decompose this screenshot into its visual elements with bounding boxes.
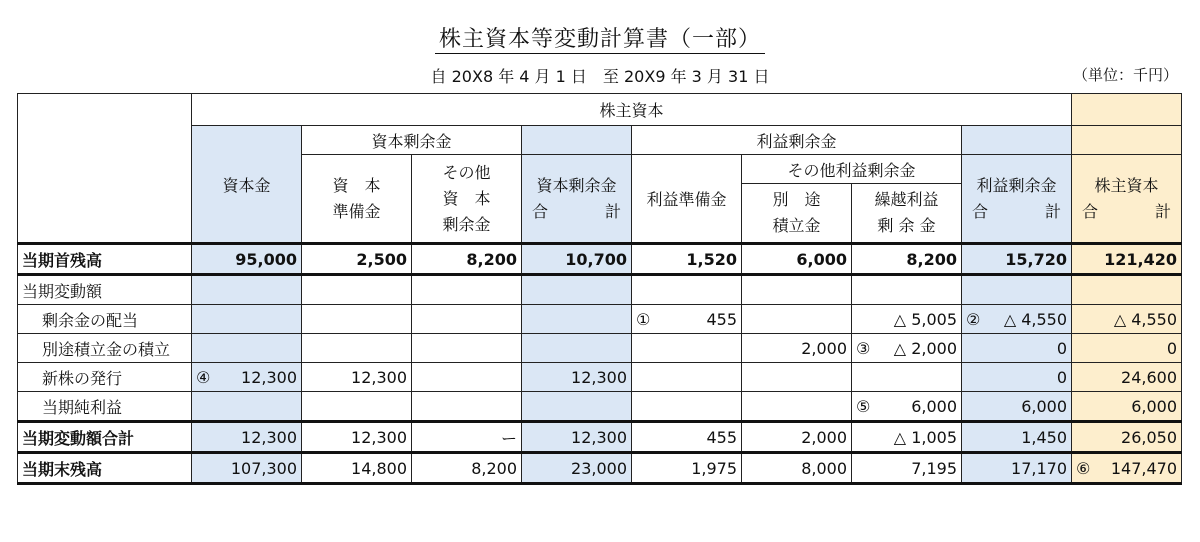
header-capital-reserve [302, 155, 412, 244]
header-et-a: 合 [1082, 201, 1099, 221]
cell-empty [742, 305, 852, 334]
row-label: 剰余金の配当 [18, 305, 192, 334]
cell-empty [522, 275, 632, 305]
cell-closing-capital-surplus-total: 23,000 [522, 453, 632, 484]
cell-value: 147,470 [1110, 458, 1178, 478]
row-label: 当期首残高 [18, 244, 192, 275]
row-closing-balance [18, 453, 1182, 484]
header-other-capital-line3: 剰余金 [442, 214, 491, 234]
cell-reserve-carried [852, 334, 962, 363]
header-capital-surplus-total-line1: 資本剰余金 [536, 175, 617, 195]
cell-empty [302, 334, 412, 363]
row-special-reserve [18, 334, 1182, 363]
cell-empty [302, 305, 412, 334]
header-capital-surplus: 資本剰余金 [302, 126, 522, 155]
row-dividend [18, 305, 1182, 334]
row-new-share-issue [18, 363, 1182, 392]
cell-opening-capital-surplus-total: 10,700 [522, 244, 632, 275]
cell-opening-equity-total: 121,420 [1072, 244, 1182, 275]
cell-issue-equity-total: 24,600 [1072, 363, 1182, 392]
statement-title-text: 株主資本等変動計算書（一部） [435, 27, 765, 54]
cell-closing-capital-reserve: 14,800 [302, 453, 412, 484]
cell-net-income-equity-total: 6,000 [1072, 392, 1182, 422]
cell-reserve-special-reserve: 2,000 [742, 334, 852, 363]
header-equity-total-top [1072, 94, 1182, 126]
header-special-reserve-line2: 積立金 [772, 216, 821, 235]
header-equity-total-mid [1072, 126, 1182, 155]
cell-empty [1072, 275, 1182, 305]
row-total-changes [18, 422, 1182, 453]
header-other-capital-line2: 資 本 [442, 188, 491, 208]
header-capital-reserve-line1: 資 本 [332, 175, 381, 195]
cell-empty [742, 392, 852, 422]
cell-empty [632, 392, 742, 422]
cell-empty [192, 305, 302, 334]
header-special-reserve [742, 184, 852, 244]
header-carried-forward [852, 184, 962, 244]
cell-issue-capital [192, 363, 302, 392]
header-equity-total-line2 [1076, 199, 1177, 225]
cell-empty [632, 363, 742, 392]
cell-reserve-retained-total: 0 [962, 334, 1072, 363]
circled-marker-5: ⑤ [856, 396, 871, 416]
header-et-b: 計 [1155, 201, 1172, 221]
statement-period: 自 20X8 年 4 月 1 日 至 20X9 年 3 月 31 日 [430, 67, 770, 86]
cell-opening-capital-reserve: 2,500 [302, 244, 412, 275]
header-row-2 [18, 126, 1182, 155]
circled-marker-3: ③ [856, 338, 871, 358]
cell-empty [192, 392, 302, 422]
cell-net-income-carried [852, 392, 962, 422]
cell-empty [522, 334, 632, 363]
cell-total-capital-reserve: 12,300 [302, 422, 412, 453]
cell-empty [632, 275, 742, 305]
header-other-capital-surplus [412, 155, 522, 244]
cell-issue-capital-reserve: 12,300 [302, 363, 412, 392]
header-rt-b: 計 [1045, 201, 1062, 221]
circled-marker-6: ⑥ [1076, 458, 1091, 478]
cell-dividend-legal-reserve [632, 305, 742, 334]
cell-closing-capital: 107,300 [192, 453, 302, 484]
header-carried-line2: 剰 余 金 [877, 216, 936, 235]
cell-total-carried: △ 1,005 [852, 422, 962, 453]
header-shareholders-equity: 株主資本 [192, 94, 1072, 126]
header-cst-b: 計 [604, 201, 621, 221]
cell-total-legal-reserve: 455 [632, 422, 742, 453]
row-label: 当期末残高 [18, 453, 192, 484]
cell-empty [412, 334, 522, 363]
header-capital-surplus-total-line2 [526, 199, 627, 225]
cell-empty [412, 305, 522, 334]
row-label: 当期変動額 [18, 275, 192, 305]
cell-empty [412, 363, 522, 392]
header-row-1 [18, 94, 1182, 126]
cell-empty [412, 392, 522, 422]
statement-title [0, 22, 1200, 53]
unit-label: （単位：千円） [1072, 66, 1178, 84]
row-label: 別途積立金の積立 [18, 334, 192, 363]
cell-empty [302, 275, 412, 305]
header-other-capital-line1: その他 [442, 162, 491, 182]
header-retained-total-line2 [966, 199, 1067, 225]
cell-empty [962, 275, 1072, 305]
row-net-income [18, 392, 1182, 422]
cell-total-retained-total: 1,450 [962, 422, 1072, 453]
cell-dividend-carried: △ 5,005 [852, 305, 962, 334]
cell-empty [522, 305, 632, 334]
cell-empty [192, 275, 302, 305]
equity-statement-table [17, 93, 1182, 485]
row-opening-balance [18, 244, 1182, 275]
cell-empty [302, 392, 412, 422]
header-carried-line1: 繰越利益 [874, 190, 939, 209]
header-capital-surplus-total-top [522, 126, 632, 155]
cell-empty [852, 363, 962, 392]
cell-reserve-equity-total: 0 [1072, 334, 1182, 363]
row-label: 当期変動額合計 [18, 422, 192, 453]
cell-empty [632, 334, 742, 363]
row-label: 新株の発行 [18, 363, 192, 392]
cell-closing-equity-total [1072, 453, 1182, 484]
cell-total-capital: 12,300 [192, 422, 302, 453]
cell-empty [522, 392, 632, 422]
cell-total-special-reserve: 2,000 [742, 422, 852, 453]
header-capital-surplus-total [522, 155, 632, 244]
cell-value: 12,300 [241, 367, 297, 387]
cell-issue-capital-surplus-total: 12,300 [522, 363, 632, 392]
cell-closing-retained-total: 17,170 [962, 453, 1072, 484]
header-rt-a: 合 [972, 201, 989, 221]
cell-opening-other-capital: 8,200 [412, 244, 522, 275]
cell-value: 455 [706, 309, 737, 329]
cell-value: △ 4,550 [1003, 309, 1068, 329]
cell-opening-retained-total: 15,720 [962, 244, 1072, 275]
cell-opening-special-reserve: 6,000 [742, 244, 852, 275]
row-changes-header [18, 275, 1182, 305]
circled-marker-2: ② [966, 309, 981, 329]
header-retained-earnings: 利益剰余金 [632, 126, 962, 155]
cell-net-income-retained-total: 6,000 [962, 392, 1072, 422]
cell-opening-legal-reserve: 1,520 [632, 244, 742, 275]
cell-closing-legal-reserve: 1,975 [632, 453, 742, 484]
cell-issue-retained-total: 0 [962, 363, 1072, 392]
cell-closing-special-reserve: 8,000 [742, 453, 852, 484]
header-capital-reserve-line2: 準備金 [332, 201, 381, 221]
cell-empty [412, 275, 522, 305]
cell-closing-carried: 7,195 [852, 453, 962, 484]
circled-marker-4: ④ [196, 367, 211, 387]
cell-total-capital-surplus-total: 12,300 [522, 422, 632, 453]
header-legal-reserve: 利益準備金 [632, 155, 742, 244]
cell-empty [742, 363, 852, 392]
circled-marker-1: ① [636, 309, 651, 329]
header-retained-total-line1: 利益剰余金 [976, 175, 1057, 195]
cell-closing-other-capital: 8,200 [412, 453, 522, 484]
header-other-retained: その他利益剰余金 [742, 155, 962, 184]
cell-value: 6,000 [911, 396, 957, 416]
cell-dividend-equity-total: △ 4,550 [1072, 305, 1182, 334]
cell-total-equity-total: 26,050 [1072, 422, 1182, 453]
cell-total-other-capital: ー [412, 422, 522, 453]
row-label: 当期純利益 [18, 392, 192, 422]
header-capital: 資本金 [192, 126, 302, 244]
header-equity-total-line1: 株主資本 [1094, 175, 1159, 195]
cell-empty [742, 275, 852, 305]
cell-dividend-retained-total [962, 305, 1072, 334]
cell-empty [192, 334, 302, 363]
header-equity-total [1072, 155, 1182, 244]
cell-opening-carried: 8,200 [852, 244, 962, 275]
header-retained-total-top [962, 126, 1072, 155]
header-special-reserve-line1: 別 途 [772, 190, 821, 209]
header-corner [18, 94, 192, 244]
header-retained-total [962, 155, 1072, 244]
cell-opening-capital: 95,000 [192, 244, 302, 275]
cell-empty [852, 275, 962, 305]
cell-value: △ 2,000 [893, 338, 957, 358]
header-cst-a: 合 [532, 201, 549, 221]
